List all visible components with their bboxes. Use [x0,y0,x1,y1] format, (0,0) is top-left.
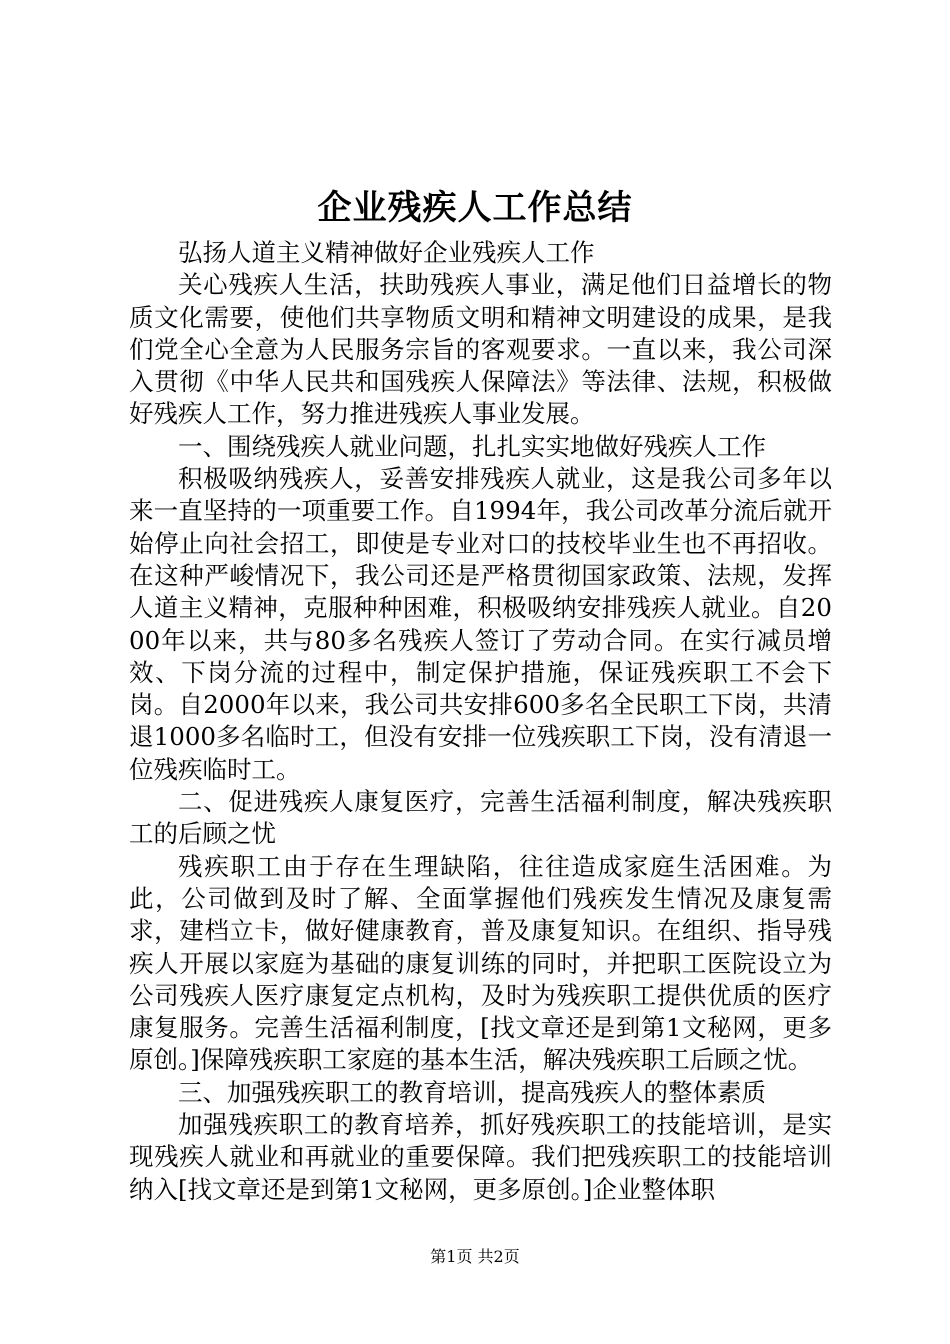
section-1-paragraph: 积极吸纳残疾人，妥善安排残疾人就业，这是我公司多年以来一直坚持的一项重要工作。自1994年，我公司改革分流后就开始停止向社会招工，即使是专业对口的技校毕业生也不再招收。在这种严峻情况下，我公司还是严格贯彻国家政策、法规，发挥人道主义精神，克服种种困难，积极吸纳安排残疾人就业。自2000年以来，共与80多名残疾人签订了劳动合同。在实行减员增效、下岗分流的过程中，制定保护措施，保证残疾职工不会下岗。自2000年以来，我公司共安排600多名全民职工下岗，共清退1000多名临时工，但没有安排一位残疾职工下岗，没有清退一位残疾临时工。 [129,464,832,784]
subtitle-paragraph: 弘扬人道主义精神做好企业残疾人工作 [178,238,595,267]
section-heading-1: 一、围绕残疾人就业问题，扎扎实实地做好残疾人工作 [178,431,766,461]
document-title: 企业残疾人工作总结 [317,188,633,228]
section-heading-2: 二、促进残疾人康复医疗，完善生活福利制度，解决残疾职工的后顾之忧 [129,787,832,849]
document-body [129,237,832,1206]
page-number-footer: 第1页 共2页 [430,1247,520,1266]
section-heading-3: 三、加强残疾职工的教育培训，提高残疾人的整体素质 [178,1077,766,1107]
section-3-paragraph: 加强残疾职工的教育培养，抓好残疾职工的技能培训，是实现残疾人就业和再就业的重要保障。我们把残疾职工的技能培训纳入[找文章还是到第1文秘网，更多原创。]企业整体职 [129,1110,832,1204]
intro-paragraph: 关心残疾人生活，扶助残疾人事业，满足他们日益增长的物质文化需要，使他们共享物质文明和精神文明建设的成果，是我们党全心全意为人民服务宗旨的客观要求。一直以来，我公司深入贯彻《中华人民共和国残疾人保障法》等法律、法规，积极做好残疾人工作，努力推进残疾人事业发展。 [129,270,832,429]
section-2-paragraph: 残疾职工由于存在生理缺陷，往往造成家庭生活困难。为此，公司做到及时了解、全面掌握他们残疾发生情况及康复需求，建档立卡，做好健康教育，普及康复知识。在组织、指导残疾人开展以家庭为基础的康复训练的同时，并把职工医院设立为公司残疾人医疗康复定点机构，及时为残疾职工提供优质的医疗康复服务。完善生活福利制度，[找文章还是到第1文秘网，更多原创。]保障残疾职工家庭的基本生活，解决残疾职工后顾之忧。 [129,851,832,1075]
